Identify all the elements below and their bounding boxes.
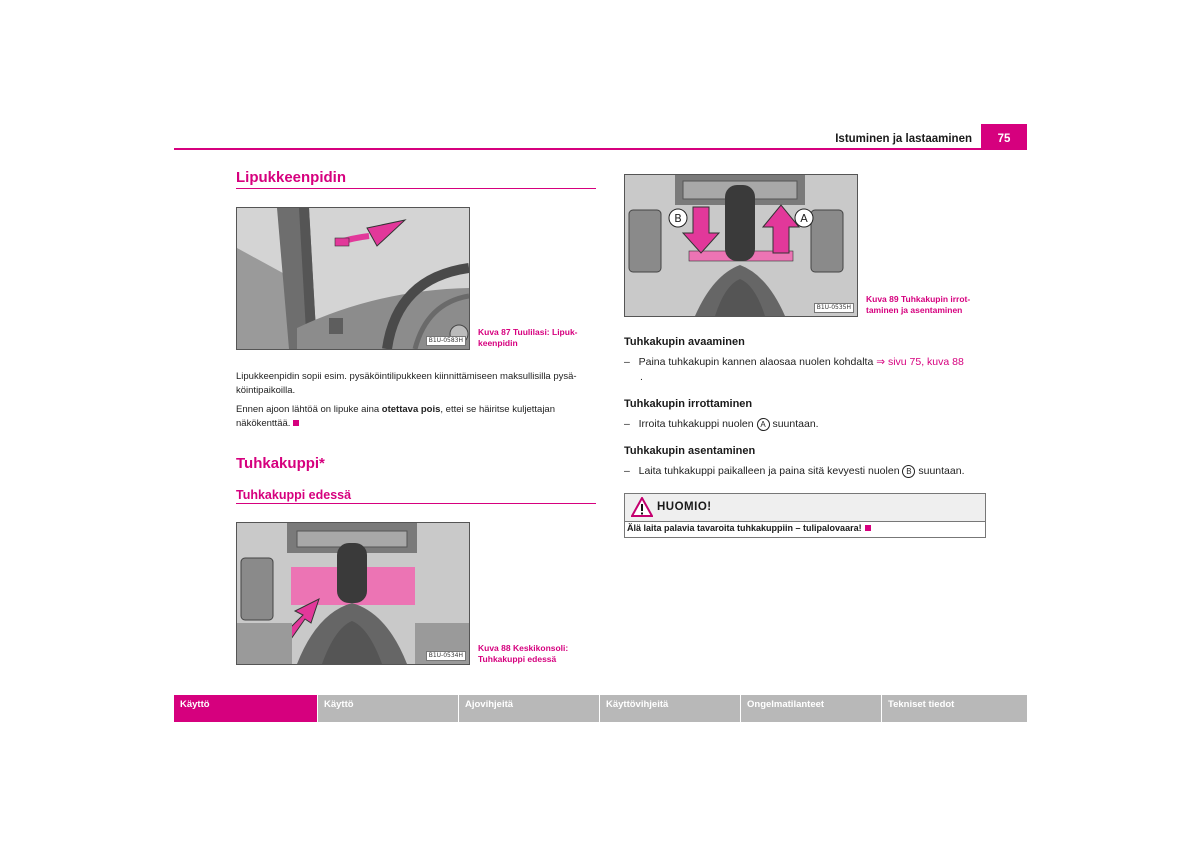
heading-rule: [236, 188, 596, 189]
warning-box: [624, 493, 986, 538]
figure-88-caption: Kuva 88 Keskikonsoli: Tuhkakuppi edessä: [478, 643, 569, 664]
heading-asentaminen: Tuhkakupin asentaminen: [624, 445, 756, 457]
heading-avaaminen: Tuhkakupin avaaminen: [624, 336, 745, 348]
warning-triangle-icon: [631, 497, 653, 517]
step-avaaminen: – Paina tuhkakupin kannen alaosaa nuolen kohdalta ⇒ sivu 75, kuva 88 .: [624, 356, 964, 383]
figure-89-caption: Kuva 89 Tuhkakupin irrot- taminen ja asentaminen: [866, 294, 971, 315]
figure-87-windshield: [236, 207, 470, 350]
circle-label-a: A: [757, 418, 770, 431]
nav-tab-ongelmatilanteet[interactable]: Ongelmatilanteet: [741, 695, 881, 722]
section-title: Istuminen ja lastaaminen: [835, 133, 972, 145]
heading-irrottaminen: Tuhkakupin irrottaminen: [624, 398, 753, 410]
page-link[interactable]: ⇒ sivu 75, kuva 88: [876, 356, 964, 368]
label-a: A: [800, 212, 808, 225]
warning-text: Älä laita palavia tavaroita tuhkakuppiin – tulipalovaara!: [627, 523, 871, 533]
figure-code: B1U-0583H: [426, 336, 466, 346]
figure-89-ashtray: [624, 174, 858, 317]
page-number: 75: [981, 124, 1027, 148]
subheading-tuhkakuppi-edessa: Tuhkakuppi edessä: [236, 488, 352, 502]
nav-tab-ajovihjeita[interactable]: Ajovihjeitä: [459, 695, 599, 722]
heading-lipukkeenpidin: Lipukkeenpidin: [236, 169, 347, 186]
figure-88-console: [236, 522, 470, 665]
figure-code: B1U-0534H: [426, 651, 466, 661]
paragraph-2: Ennen ajoon lähtöä on lipuke aina otettava pois, ettei se häiritse kuljettajan näkökenttää.: [236, 404, 555, 429]
header-rule: [174, 148, 1027, 150]
circle-label-b: B: [902, 465, 915, 478]
nav-tab-kaytto[interactable]: Käyttö: [318, 695, 458, 722]
warning-header: [625, 494, 985, 522]
nav-tab-kaytto-active[interactable]: Käyttö: [174, 695, 317, 722]
end-mark: [865, 525, 871, 531]
end-mark: [293, 420, 299, 426]
figure-code: B1U-0535H: [814, 303, 854, 313]
nav-tab-tekniset-tiedot[interactable]: Tekniset tiedot: [882, 695, 1027, 722]
step-irrottaminen: – Irroita tuhkakuppi nuolen A suuntaan.: [624, 418, 819, 430]
nav-tab-kayttovihjeita[interactable]: Käyttövihjeitä: [600, 695, 740, 722]
subheading-rule: [236, 503, 596, 504]
warning-title: HUOMIO!: [657, 501, 712, 513]
figure-87-caption: Kuva 87 Tuulilasi: Lipuk- keenpidin: [478, 327, 578, 348]
heading-tuhkakuppi: Tuhkakuppi*: [236, 455, 325, 472]
paragraph-1: Lipukkeenpidin sopii esim. pysäköintilipukkeen kiinnittämiseen maksullisilla pysä- köintipaikoilla.: [236, 371, 577, 396]
step-asentaminen: – Laita tuhkakuppi paikalleen ja paina sitä kevyesti nuolen B suuntaan.: [624, 465, 965, 477]
label-b: B: [674, 212, 682, 225]
